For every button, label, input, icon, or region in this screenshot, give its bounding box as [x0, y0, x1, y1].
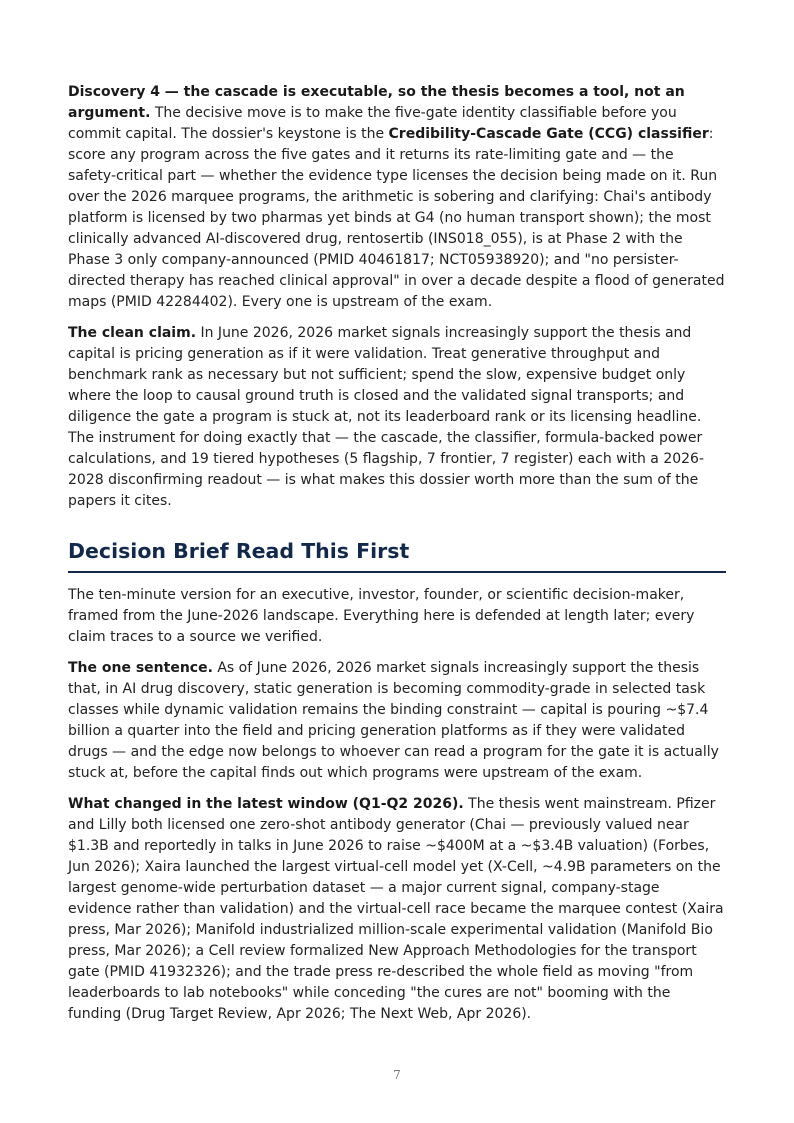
page-number: 7 — [393, 1068, 401, 1082]
discovery-paragraph — [68, 82, 726, 313]
one-sentence-lead: The one sentence. — [68, 660, 213, 676]
one-sentence-paragraph — [68, 658, 726, 784]
discovery-text-1: The decisive move is to make the five-gate identity classifiable before you commit capital. The dossier's keystone is the — [68, 105, 677, 142]
discovery-lead: Discovery 4 — the cascade is executable, so the thesis becomes a tool, not an argument. — [68, 84, 685, 121]
one-sentence-text: As of June 2026, 2026 market signals increasingly support the thesis that, in AI drug discovery, static generation is becoming commodity-grade in selected task classes while dynamic validation remains the binding constraint — capital is pouring ~$7.4 billion a quarter into the field and pricing generation platforms as if they were validated drugs — and the edge now belongs to whoever can read a program for the gate it is actually stuck at, before the capital finds out which programs were upstream of the exam. — [68, 660, 719, 781]
clean-claim-text: In June 2026, 2026 market signals increasingly support the thesis and capital is pricing generation as if it were validation. Treat generative throughput and benchmark rank as necessary but not sufficient; spend the slow, expensive budget only where the loop to causal ground truth is closed and the validated signal transports; and diligence the gate a program is stuck at, not its leaderboard rank or its licensing headline. The instrument for doing exactly that — the cascade, the classifier, formula-backed power calculations, and 19 tiered hypotheses (5 flagship, 7 frontier, 7 register) each with a 2026-2028 disconfirming readout — is what makes this dossier worth more than the sum of the papers it cites. — [68, 325, 705, 509]
what-changed-paragraph — [68, 794, 726, 1025]
section-heading: Decision Brief Read This First — [68, 538, 726, 573]
clean-claim-lead: The clean claim. — [68, 325, 197, 341]
ccg-classifier-term: Credibility-Cascade Gate (CCG) classifier — [388, 126, 709, 142]
section-intro: The ten-minute version for an executive, investor, founder, or scientific decision-maker, framed from the June-2026 landscape. Everything here is defended at length later; every claim traces to a source we verified. — [68, 587, 695, 645]
document-page — [68, 82, 726, 1035]
discovery-text-2: : score any program across the five gates and it returns its rate-limiting gate and — the safety-critical part — whether the evidence type licenses the decision being made on it. Run over the 2026 marquee programs, the arithmetic is sobering and clarifying: Chai's antibody platform is licensed by two pharmas yet binds at G4 (no human transport shown); the most clinically advanced AI-discovered drug, rentosertib (INS018_055), is at Phase 2 with the Phase 3 only company-announced (PMID 40461817; NCT05938920); and "no persister-directed therapy has reached clinical approval" in over a decade despite a flood of generated maps (PMID 42284402). Every one is upstream of the exam. — [68, 126, 725, 310]
what-changed-text: The thesis went mainstream. Pfizer and Lilly both licensed one zero-shot antibody generator (Chai — previously valued near $1.3B and reportedly in talks in June 2026 to raise ~$400M at a ~$3.4B valuation) (Forbes, Jun 2026); Xaira launched the largest virtual-cell model yet (X-Cell, ~4.9B parameters on the largest genome-wide perturbation dataset — a major current signal, company-stage evidence rather than validation) and the virtual-cell race became the marquee contest (Xaira press, Mar 2026); Manifold industrialized million-scale experimental validation (Manifold Bio press, Mar 2026); a Cell review formalized New Approach Methodologies for the transport gate (PMID 41932326); and the trade press re-described the whole field as moving "from leaderboards to lab notebooks" while conceding "the cures are not" booming with the funding (Drug Target Review, Apr 2026; The Next Web, Apr 2026). — [68, 796, 724, 1022]
clean-claim-paragraph — [68, 323, 726, 512]
what-changed-lead: What changed in the latest window (Q1-Q2 2026). — [68, 796, 464, 812]
